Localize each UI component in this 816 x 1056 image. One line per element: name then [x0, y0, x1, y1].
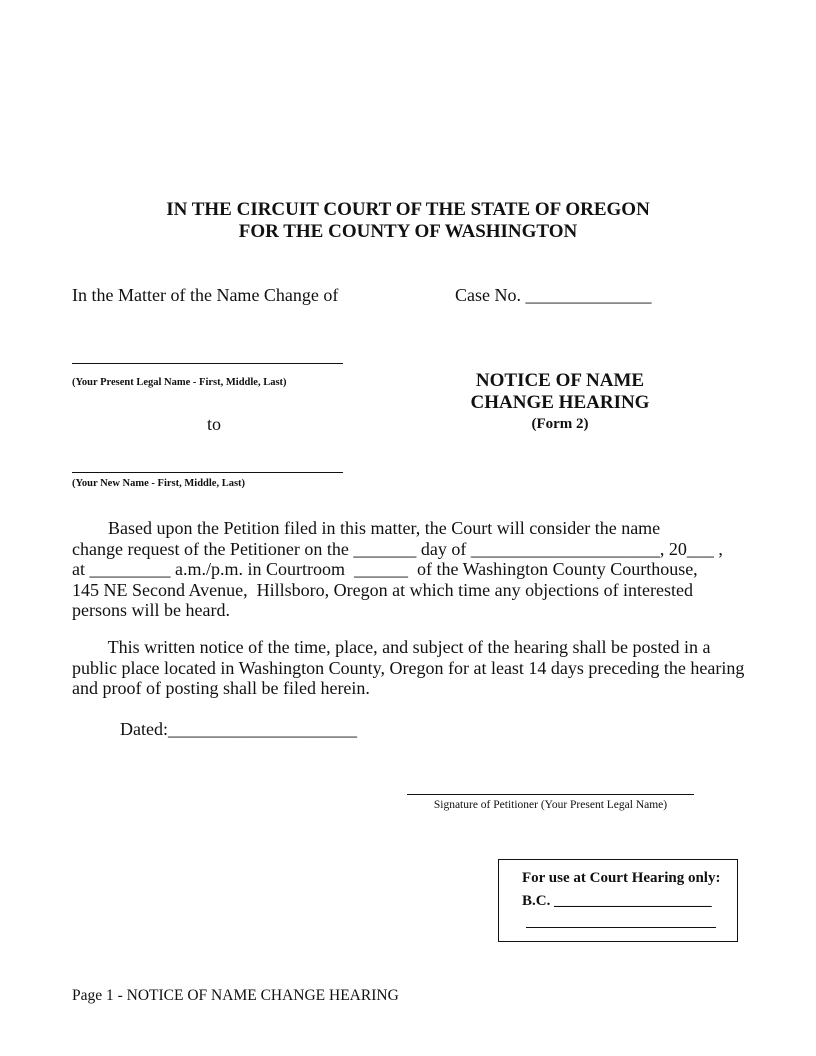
dated-field: Dated:_____________________ [120, 719, 357, 739]
present-name-label: (Your Present Legal Name - First, Middle, Last) [72, 377, 287, 388]
notice-title-line-2: CHANGE HEARING [470, 392, 650, 413]
signature-line [407, 794, 694, 795]
signature-label: Signature of Petitioner (Your Present Legal Name) [433, 799, 668, 811]
form-number: (Form 2) [531, 416, 589, 432]
new-name-blank-line [72, 472, 343, 473]
court-use-blank-line [526, 927, 716, 928]
notice-title-line-1: NOTICE OF NAME [475, 370, 645, 391]
case-number-field: Case No. ______________ [455, 285, 652, 305]
new-name-label: (Your New Name - First, Middle, Last) [72, 478, 246, 489]
court-use-title: For use at Court Hearing only: [522, 870, 721, 886]
posting-notice-paragraph: This written notice of the time, place, and subject of the hearing shall be posted in a public place located in Washington County, Oregon for at least 14 days preceding the hearing and proof of posting shall be filed herein. [72, 637, 745, 698]
page-footer: Page 1 - NOTICE OF NAME CHANGE HEARING [72, 987, 399, 1004]
present-name-blank-line [72, 363, 343, 364]
bc-field: B.C. _____________________ [522, 893, 712, 909]
court-heading-line-2: FOR THE COUNTY OF WASHINGTON [238, 221, 578, 242]
court-use-box [498, 859, 738, 942]
matter-caption: In the Matter of the Name Change of [72, 285, 339, 305]
court-heading-line-1: IN THE CIRCUIT COURT OF THE STATE OF OREGON [166, 199, 650, 220]
hearing-details-paragraph: Based upon the Petition filed in this matter, the Court will consider the name change request of the Petitioner on the _______ day of _____________________, 20___ , at _________ a.m./p.m. in Courtroom ______ of the Washington County Courthouse, 145 NE Second Avenue, Hillsboro, Oregon at which time any objections of interested persons will be heard. [72, 518, 723, 620]
to-label: to [207, 414, 222, 434]
